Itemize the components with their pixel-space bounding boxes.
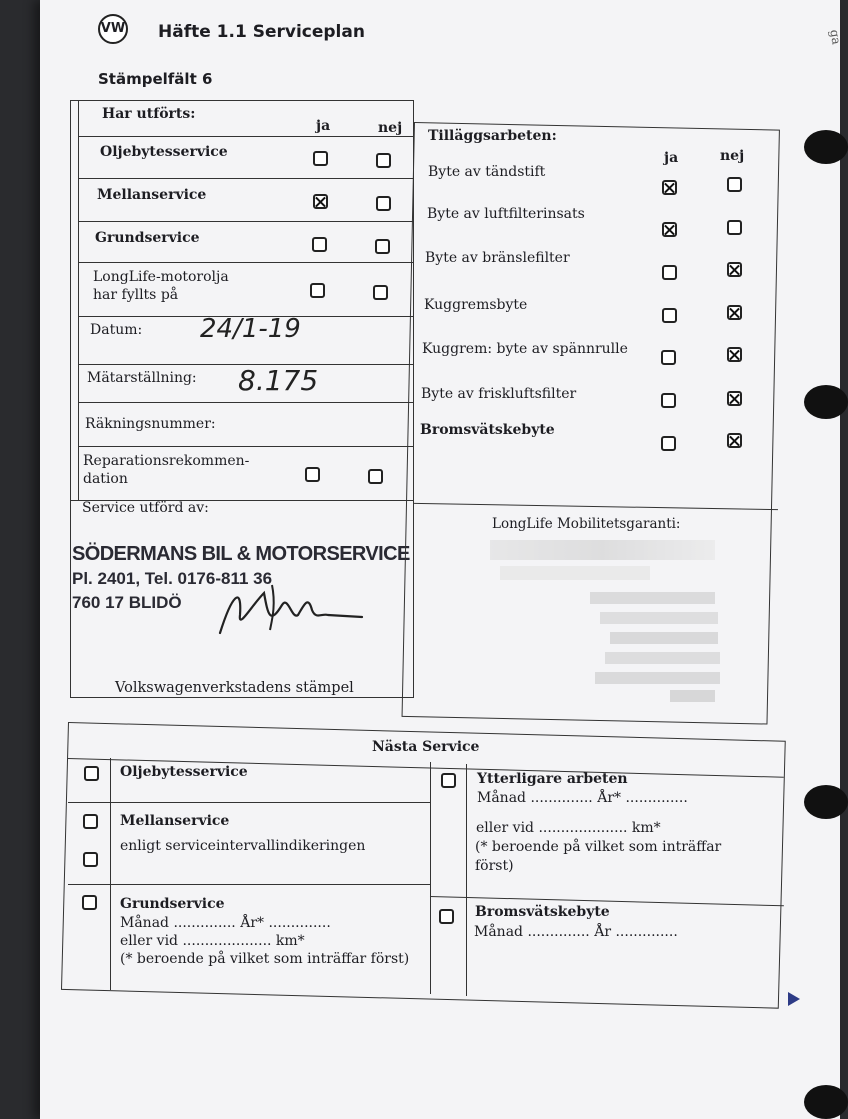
oljebyte-yes-checkbox[interactable] (313, 151, 328, 166)
kuggrem-yes-checkbox[interactable] (662, 308, 677, 323)
tandstift-yes-checkbox[interactable] (662, 180, 677, 195)
row-oljebyte-label: Oljebytesservice (100, 144, 228, 160)
extra-row-3-label: Kuggremsbyte (424, 297, 528, 313)
stamp-line3: 760 17 BLIDÖ (72, 593, 182, 612)
rakning-label: Räkningsnummer: (85, 416, 216, 432)
reparation-no-checkbox[interactable] (368, 469, 383, 484)
stamp-field-title: Stämpelfält 6 (98, 70, 213, 88)
extra-row-0-label: Byte av tändstift (428, 164, 546, 180)
datum-value[interactable]: 24/1-19 (200, 314, 301, 344)
row-grund-label: Grundservice (95, 230, 200, 246)
next-ytter-month: Månad .............. År* .............. (477, 790, 688, 806)
next-grund-km: eller vid .................... km* (120, 933, 305, 949)
binder-hole (804, 130, 848, 164)
row-mellan-label: Mellanservice (97, 187, 207, 203)
kuggrem-no-checkbox[interactable] (727, 305, 742, 320)
stamp-caption: Volkswagenverkstadens stämpel (115, 680, 354, 696)
done-header: Har utförts: (102, 106, 196, 122)
next-ytter-label: Ytterligare arbeten (477, 771, 628, 787)
reparation-label2: dation (83, 471, 128, 487)
col-yes: ja (316, 118, 331, 134)
luftfilter-yes-checkbox[interactable] (662, 222, 677, 237)
next-mellan-label: Mellanservice (120, 813, 230, 829)
oljebyte-no-checkbox[interactable] (376, 153, 391, 168)
col-yes-right: ja (664, 150, 679, 166)
edge-text: ga (827, 28, 844, 46)
next-grund-label: Grundservice (120, 896, 225, 912)
extra-row-6-label: Bromsvätskebyte (420, 422, 555, 438)
next-ytter-note2: först) (475, 858, 514, 874)
binder-hole (804, 385, 848, 419)
next-mellan-note: enligt serviceintervallindikeringen (120, 838, 366, 854)
stamp-line1: SÖDERMANS BIL & MOTORSERVICE (72, 543, 410, 565)
next-olje-checkbox[interactable] (84, 766, 99, 781)
extra-work-header: Tilläggsarbeten: (428, 128, 557, 144)
matar-label: Mätarställning: (87, 370, 197, 386)
spannrulle-no-checkbox[interactable] (727, 347, 742, 362)
longlife-no-checkbox[interactable] (373, 285, 388, 300)
binder-hole (804, 1085, 848, 1119)
luftfilter-no-checkbox[interactable] (727, 220, 742, 235)
row-longlife-label2: har fyllts på (93, 287, 179, 303)
guarantee-label: LongLife Mobilitetsgaranti: (492, 516, 681, 532)
vw-logo: VW (98, 14, 128, 44)
mellan-yes-checkbox[interactable] (313, 194, 328, 209)
next-grund-month: Månad .............. År* .............. (120, 915, 331, 931)
col-no: nej (378, 120, 403, 136)
next-broms-month: Månad .............. År .............. (474, 924, 678, 940)
next-broms-label: Bromsvätskebyte (475, 904, 610, 920)
grund-yes-checkbox[interactable] (312, 237, 327, 252)
signature-icon (212, 575, 372, 640)
reparation-yes-checkbox[interactable] (305, 467, 320, 482)
arrow-marker-icon (786, 990, 802, 1008)
bromsvatska-no-checkbox[interactable] (727, 433, 742, 448)
longlife-yes-checkbox[interactable] (310, 283, 325, 298)
reparation-label: Reparationsrekommen- (83, 453, 250, 469)
stamp-show-through (480, 532, 730, 707)
bromsvatska-yes-checkbox[interactable] (661, 436, 676, 451)
next-ytter-km: eller vid .................... km* (476, 820, 661, 836)
extra-row-1-label: Byte av luftfilterinsats (427, 206, 585, 222)
bransle-yes-checkbox[interactable] (662, 265, 677, 280)
stamp-line2: Pl. 2401, Tel. 0176-811 36 (72, 569, 273, 588)
page-title: Häfte 1.1 Serviceplan (158, 22, 365, 42)
friskluft-yes-checkbox[interactable] (661, 393, 676, 408)
next-grund-note: (* beroende på vilket som inträffar först) (120, 951, 410, 967)
row-longlife-label: LongLife-motorolja (93, 269, 229, 285)
extra-row-4-label: Kuggrem: byte av spännrulle (422, 341, 628, 357)
grund-no-checkbox[interactable] (375, 239, 390, 254)
service-by-label: Service utförd av: (82, 500, 209, 516)
spannrulle-yes-checkbox[interactable] (661, 350, 676, 365)
next-ytter-note: (* beroende på vilket som inträffar (475, 839, 722, 855)
extra-row-5-label: Byte av friskluftsfilter (421, 386, 577, 402)
next-ytter-checkbox[interactable] (441, 773, 456, 788)
binder-hole (804, 785, 848, 819)
next-mellan-checkbox[interactable] (83, 814, 98, 829)
extra-row-2-label: Byte av bränslefilter (425, 250, 570, 266)
friskluft-no-checkbox[interactable] (727, 391, 742, 406)
next-olje-label: Oljebytesservice (120, 764, 248, 780)
tandstift-no-checkbox[interactable] (727, 177, 742, 192)
next-mellan-checkbox-2[interactable] (83, 852, 98, 867)
next-grund-checkbox[interactable] (82, 895, 97, 910)
mellan-no-checkbox[interactable] (376, 196, 391, 211)
bransle-no-checkbox[interactable] (727, 262, 742, 277)
next-broms-checkbox[interactable] (439, 909, 454, 924)
col-no-right: nej (720, 148, 745, 164)
datum-label: Datum: (90, 322, 143, 338)
matar-value[interactable]: 8.175 (238, 364, 319, 397)
next-service-title: Nästa Service (372, 739, 480, 755)
